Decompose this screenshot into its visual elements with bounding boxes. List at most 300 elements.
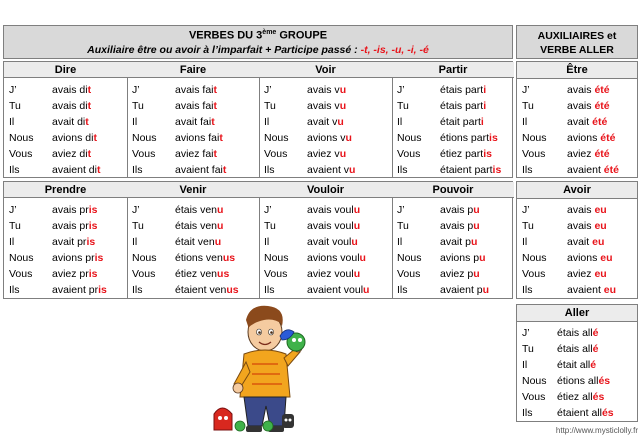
footer-url: http://www.mysticlolly.fr <box>555 426 638 435</box>
verb-stem: avais fai <box>175 84 214 96</box>
verb-form <box>307 250 366 266</box>
verb-stem: étais part <box>440 84 484 96</box>
verb-form <box>52 114 89 130</box>
verb-table-bottom <box>3 181 513 299</box>
conjugation-row <box>132 202 256 218</box>
verb-stem: avait <box>567 116 593 128</box>
pronoun: Vous <box>522 268 546 280</box>
verb-ending: eu <box>600 252 613 264</box>
verb-stem: étions ven <box>175 252 223 264</box>
pronoun: Nous <box>9 132 34 144</box>
verb-ending: is <box>98 284 107 296</box>
conjugation-row <box>264 234 389 250</box>
conjugation-row <box>132 234 256 250</box>
conjugation-row <box>522 266 636 282</box>
pronoun: J’ <box>522 327 530 339</box>
conjugation-row <box>522 250 636 266</box>
verb-header-venir: Venir <box>127 182 259 198</box>
verb-ending: us <box>217 268 230 280</box>
pronoun: Nous <box>264 252 289 264</box>
verb-ending: u <box>349 164 356 176</box>
aux-header <box>516 25 638 59</box>
verb-ending: t <box>87 148 92 160</box>
page-subtitle: Auxiliaire être ou avoir à l’imparfait + Participe passé : -t, -is, -u, -i, -é <box>87 43 429 56</box>
verb-ending: eu <box>594 268 607 280</box>
verb-form <box>567 146 610 162</box>
pronoun: Tu <box>132 100 144 112</box>
verb-form <box>440 282 489 298</box>
verb-form <box>440 146 492 162</box>
conjugation-row <box>522 202 636 218</box>
pronoun: Tu <box>522 220 534 232</box>
verb-table-top <box>3 61 513 178</box>
pronoun: Vous <box>522 148 546 160</box>
conjugation-row <box>9 162 124 178</box>
aux-conjugation-list <box>522 82 636 178</box>
verb-stem: étais ven <box>175 204 218 216</box>
conjugation-row <box>264 218 389 234</box>
verb-ending: t <box>87 84 92 96</box>
verb-form <box>175 282 239 298</box>
verb-stem: étiez all <box>557 391 593 403</box>
conjugation-row <box>132 98 256 114</box>
conjugation-row <box>264 282 389 298</box>
column-divider <box>127 62 128 177</box>
verb-ending: été <box>594 84 610 96</box>
verb-ending: u <box>353 268 361 280</box>
pronoun: Nous <box>397 132 422 144</box>
verb-ending: été <box>603 164 619 176</box>
verb-stem: avait <box>567 236 593 248</box>
pronoun: Nous <box>397 252 422 264</box>
verb-ending: é <box>592 343 599 355</box>
verb-form <box>52 202 98 218</box>
conjugation-row <box>132 162 256 178</box>
pronoun: Vous <box>132 148 156 160</box>
conjugation-row <box>522 162 636 178</box>
conjugation-row <box>522 341 636 357</box>
verb-ending: is <box>489 132 498 144</box>
verb-ending: u <box>470 236 478 248</box>
verb-stem: étais ven <box>175 220 218 232</box>
verb-form <box>567 130 615 146</box>
pronoun: Il <box>522 116 528 128</box>
verb-ending: is <box>88 204 98 216</box>
verb-form <box>440 234 477 250</box>
conjugation-row <box>522 357 636 373</box>
verb-stem: étaient all <box>557 407 602 419</box>
verb-stem: avait p <box>440 236 471 248</box>
verb-ending: t <box>222 164 227 176</box>
verb-form <box>307 114 344 130</box>
verb-form <box>440 130 498 146</box>
verb-ending: u <box>217 220 224 232</box>
conjugation-row <box>522 234 636 250</box>
pronoun: Ils <box>132 284 143 296</box>
verb-stem: avais di <box>52 100 88 112</box>
verb-form <box>175 114 215 130</box>
pronoun: Il <box>9 236 15 248</box>
verb-form <box>52 250 103 266</box>
conjugation-row <box>132 82 256 98</box>
conjugation-list <box>264 202 389 298</box>
verb-form <box>52 82 91 98</box>
verb-ending: été <box>594 148 610 160</box>
verb-ending: eu <box>592 236 605 248</box>
verb-stem: avais voul <box>307 220 354 232</box>
verb-form <box>440 98 486 114</box>
verb-form <box>567 162 619 178</box>
verb-form <box>440 114 484 130</box>
conjugation-row <box>522 405 636 421</box>
verb-form <box>557 389 604 405</box>
verb-form <box>175 162 226 178</box>
verb-stem: aviez di <box>52 148 88 160</box>
verb-form <box>567 114 607 130</box>
verb-ending: u <box>339 148 347 160</box>
pronoun: Il <box>132 116 138 128</box>
verb-form <box>567 266 607 282</box>
verb-stem: étiez part <box>440 148 484 160</box>
verb-form <box>307 146 346 162</box>
conjugation-list <box>264 82 389 178</box>
pronoun: J’ <box>132 204 140 216</box>
verb-ending: u <box>473 204 480 216</box>
pronoun: Ils <box>264 284 275 296</box>
conjugation-list <box>132 202 256 298</box>
conjugation-row <box>397 82 511 98</box>
pronoun: Tu <box>9 100 21 112</box>
pronoun: Ils <box>132 164 143 176</box>
conjugation-row <box>9 234 124 250</box>
aux-header-line1: AUXILIAIRES et <box>537 30 617 42</box>
verb-stem: avions <box>567 252 601 264</box>
column-divider <box>259 62 260 177</box>
verb-form <box>307 218 360 234</box>
conjugation-row <box>397 162 511 178</box>
verb-form <box>52 218 98 234</box>
conjugation-list <box>9 82 124 178</box>
verb-stem: étais all <box>557 327 593 339</box>
verb-stem: avait v <box>307 116 338 128</box>
conjugation-row <box>9 98 124 114</box>
verb-form <box>567 250 613 266</box>
verb-ending: u <box>339 100 347 112</box>
verb-stem: avais <box>567 84 595 96</box>
conjugation-row <box>397 250 511 266</box>
conjugation-row <box>9 282 124 298</box>
pronoun: Il <box>264 116 270 128</box>
conjugation-row <box>264 82 389 98</box>
verb-form <box>307 130 352 146</box>
conjugation-row <box>132 282 256 298</box>
conjugation-row <box>522 218 636 234</box>
verb-ending: é <box>590 359 597 371</box>
verb-form <box>52 162 100 178</box>
pronoun: Nous <box>264 132 289 144</box>
verb-stem: avais <box>567 220 595 232</box>
aux-table-avoir <box>516 181 638 299</box>
verb-ending: u <box>351 236 358 248</box>
conjugation-row <box>522 325 636 341</box>
verb-form <box>440 266 480 282</box>
conjugation-list <box>132 82 256 178</box>
pronoun: Il <box>397 116 403 128</box>
pronoun: Tu <box>522 100 534 112</box>
conjugation-row <box>9 82 124 98</box>
aux-conjugation-list <box>522 202 636 298</box>
verb-form <box>52 146 91 162</box>
pronoun: Tu <box>264 220 276 232</box>
pronoun: J’ <box>522 204 530 216</box>
verb-stem: était all <box>557 359 591 371</box>
conjugation-row <box>397 146 511 162</box>
pronoun: J’ <box>9 84 17 96</box>
verb-stem: aviez p <box>440 268 474 280</box>
verb-ending: u <box>363 284 370 296</box>
verb-stem: étaient ven <box>175 284 227 296</box>
verb-ending: été <box>594 100 610 112</box>
verb-ending: u <box>479 252 486 264</box>
verb-stem: étaient part <box>440 164 493 176</box>
verb-header-voir: Voir <box>259 62 392 78</box>
verb-stem: avais <box>567 204 595 216</box>
verb-stem: avaient p <box>440 284 483 296</box>
conjugation-row <box>522 82 636 98</box>
verb-form <box>52 98 91 114</box>
verb-stem: avait voul <box>307 236 352 248</box>
verb-stem: avions v <box>307 132 346 144</box>
conjugation-row <box>522 130 636 146</box>
verb-ending: is <box>483 148 492 160</box>
pronoun: Nous <box>522 252 547 264</box>
verb-stem: avais pr <box>52 204 89 216</box>
verb-stem: avais <box>567 100 595 112</box>
verb-form <box>175 202 223 218</box>
verb-ending: és <box>592 391 605 403</box>
column-divider <box>259 182 260 298</box>
verb-header-pouvoir: Pouvoir <box>392 182 514 198</box>
verb-stem: avais p <box>440 204 474 216</box>
verb-stem: étions part <box>440 132 490 144</box>
pronoun: Vous <box>397 268 421 280</box>
verb-ending: is <box>94 252 104 264</box>
verb-ending: eu <box>594 204 607 216</box>
conjugation-row <box>264 250 389 266</box>
verb-form <box>567 218 607 234</box>
verb-form <box>307 234 358 250</box>
verb-form <box>567 282 616 298</box>
pronoun: Vous <box>9 268 33 280</box>
conjugation-row <box>264 146 389 162</box>
conjugation-list <box>397 82 511 178</box>
pronoun: Vous <box>9 148 33 160</box>
conjugation-row <box>132 218 256 234</box>
pronoun: Tu <box>132 220 144 232</box>
pronoun: Ils <box>9 284 20 296</box>
conjugation-row <box>522 114 636 130</box>
conjugation-row <box>264 266 389 282</box>
verb-header-prendre: Prendre <box>4 182 127 198</box>
verb-form <box>52 266 98 282</box>
conjugation-row <box>522 98 636 114</box>
aux-table-etre <box>516 61 638 178</box>
verb-ending: u <box>482 284 490 296</box>
conjugation-row <box>9 218 124 234</box>
verb-stem: étais part <box>440 100 484 112</box>
conjugation-row <box>132 146 256 162</box>
verb-ending: i <box>483 100 487 112</box>
verb-stem: avais v <box>307 84 340 96</box>
conjugation-row <box>132 130 256 146</box>
pronoun: Ils <box>397 284 408 296</box>
conjugation-row <box>9 130 124 146</box>
verb-ending: i <box>480 116 484 128</box>
pronoun: Vous <box>264 148 288 160</box>
pronoun: Nous <box>132 252 157 264</box>
verb-ending: t <box>213 148 218 160</box>
verb-form <box>175 146 217 162</box>
conjugation-list <box>9 202 124 298</box>
verb-stem: avais v <box>307 100 340 112</box>
aux-table-aller <box>516 304 638 422</box>
conjugation-row <box>397 282 511 298</box>
verb-stem: aviez fai <box>175 148 214 160</box>
conjugation-row <box>9 202 124 218</box>
verb-form <box>307 162 355 178</box>
pronoun: Il <box>9 116 15 128</box>
verb-form <box>307 282 369 298</box>
pronoun: Vous <box>264 268 288 280</box>
verb-ending: is <box>88 268 98 280</box>
verb-ending: u <box>473 268 480 280</box>
conjugation-row <box>397 130 511 146</box>
verb-ending: u <box>473 220 480 232</box>
page-title: VERBES DU 3ème GROUPE <box>188 29 328 42</box>
verb-stem: avais fai <box>175 100 214 112</box>
conjugation-row <box>264 114 389 130</box>
verb-stem: avait pr <box>52 236 87 248</box>
aux-header-line2: VERBE ALLER <box>540 44 614 56</box>
verb-form <box>440 250 486 266</box>
verb-stem: avait fai <box>175 116 212 128</box>
conjugation-row <box>264 202 389 218</box>
conjugation-row <box>264 130 389 146</box>
verb-ending: u <box>359 252 366 264</box>
verb-stem: avais di <box>52 84 88 96</box>
pronoun: J’ <box>264 204 272 216</box>
verb-stem: avaient <box>567 164 604 176</box>
verb-form <box>307 202 360 218</box>
verb-stem: avions voul <box>307 252 360 264</box>
conjugation-row <box>522 389 636 405</box>
verb-ending: t <box>93 132 97 144</box>
aux-conjugation-list <box>522 325 636 421</box>
pronoun: Nous <box>522 375 547 387</box>
verb-stem: étiez ven <box>175 268 218 280</box>
verb-form <box>567 98 610 114</box>
pronoun: Tu <box>264 100 276 112</box>
verb-ending: us <box>222 252 236 264</box>
aux-header-2: Aller <box>517 305 637 322</box>
verb-form <box>175 234 221 250</box>
pronoun: J’ <box>132 84 140 96</box>
verb-ending: t <box>96 164 101 176</box>
verb-ending: u <box>339 84 347 96</box>
verb-ending: t <box>87 100 92 112</box>
verb-ending: eu <box>594 220 607 232</box>
verb-ending: t <box>219 132 223 144</box>
conjugation-row <box>132 114 256 130</box>
verb-ending: és <box>598 375 611 387</box>
verb-form <box>557 325 598 341</box>
verb-stem: avait di <box>52 116 86 128</box>
conjugation-row <box>397 114 511 130</box>
verb-stem: étions all <box>557 375 599 387</box>
verb-form <box>52 282 107 298</box>
pronoun: J’ <box>522 84 530 96</box>
verb-ending: été <box>600 132 616 144</box>
verb-stem: avions fai <box>175 132 220 144</box>
verb-stem: aviez pr <box>52 268 89 280</box>
column-divider <box>127 182 128 298</box>
pronoun: Vous <box>132 268 156 280</box>
pronoun: J’ <box>397 84 405 96</box>
main-header <box>3 25 513 59</box>
verb-form <box>175 82 217 98</box>
verb-form <box>567 234 604 250</box>
verb-stem: avions pr <box>52 252 95 264</box>
verb-form <box>307 98 346 114</box>
verb-form <box>440 218 480 234</box>
conjugation-row <box>264 162 389 178</box>
verb-form <box>175 130 223 146</box>
pronoun: Tu <box>522 343 534 355</box>
verb-stem: avaient voul <box>307 284 364 296</box>
verb-stem: avaient pr <box>52 284 99 296</box>
verb-form <box>440 162 501 178</box>
verb-form <box>440 82 486 98</box>
verb-ending: i <box>483 84 487 96</box>
pronoun: Il <box>132 236 138 248</box>
verb-ending: été <box>592 116 608 128</box>
conjugation-row <box>9 146 124 162</box>
pronoun: J’ <box>9 204 17 216</box>
pronoun: Ils <box>522 284 533 296</box>
verb-stem: avaient v <box>307 164 350 176</box>
pronoun: Ils <box>522 407 533 419</box>
pronoun: Il <box>264 236 270 248</box>
verb-stem: était ven <box>175 236 215 248</box>
pronoun: Vous <box>397 148 421 160</box>
verb-ending: us <box>226 284 239 296</box>
conjugation-row <box>9 114 124 130</box>
conjugation-row <box>264 98 389 114</box>
verb-ending: u <box>345 132 352 144</box>
verb-form <box>52 234 95 250</box>
verb-form <box>175 250 235 266</box>
verb-form <box>307 266 360 282</box>
conjugation-row <box>9 266 124 282</box>
pronoun: Nous <box>9 252 34 264</box>
pronoun: Nous <box>522 132 547 144</box>
pronoun: Tu <box>397 100 409 112</box>
verb-ending: u <box>353 220 361 232</box>
verb-header-vouloir: Vouloir <box>259 182 392 198</box>
verb-header-partir: Partir <box>392 62 514 78</box>
verb-form <box>567 82 610 98</box>
pronoun: Nous <box>132 132 157 144</box>
